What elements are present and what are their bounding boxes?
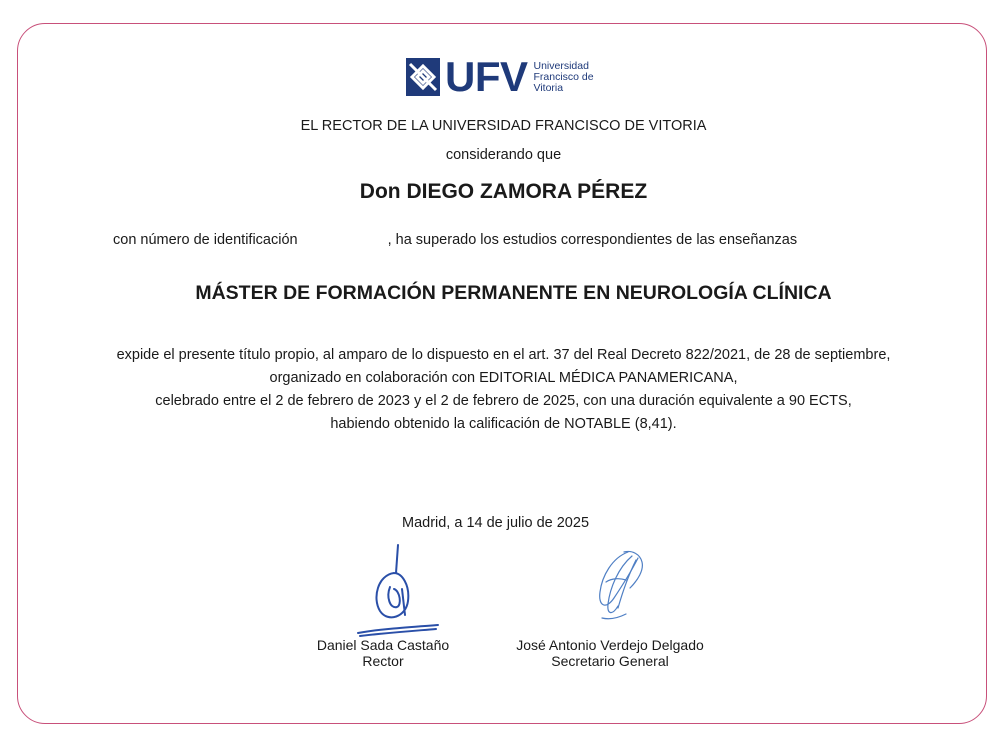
body-line: organizado en colaboración con EDITORIAL MÉDICA PANAMERICANA,: [269, 370, 738, 386]
logo-name-line: Universidad: [533, 59, 589, 72]
signatory-role: Rector: [362, 653, 404, 669]
signatory-role: Secretario General: [551, 653, 669, 669]
body-line: expide el presente título propio, al amparo de lo dispuesto en el art. 37 del Real Decreto 822/2021, de 28 de septiembre,: [116, 347, 891, 363]
body-line: habiendo obtenido la calificación de NOTABLE (8,41).: [330, 416, 677, 432]
id-prefix: con número de identificación: [113, 232, 298, 248]
logo-acronym: UFV: [445, 53, 528, 100]
place-and-date: Madrid, a 14 de julio de 2025: [401, 515, 590, 531]
signatory-name: José Antonio Verdejo Delgado: [516, 637, 704, 653]
logo-name-line: Vitoria: [533, 81, 564, 94]
rector-signature: [350, 543, 445, 643]
certificate-body: [0, 344, 1007, 436]
secretary-signature: [588, 548, 648, 628]
body-line: celebrado entre el 2 de febrero de 2023 y el 2 de febrero de 2025, con una duración equivalente a 90 ECTS,: [155, 393, 852, 409]
considering-text: considerando que: [445, 147, 562, 163]
ufv-emblem-icon: [406, 58, 440, 96]
identification-line: [113, 232, 797, 248]
degree-title: MÁSTER DE FORMACIÓN PERMANENTE EN NEUROLOGÍA CLÍNICA: [195, 282, 832, 304]
ufv-logo: [406, 53, 594, 100]
recipient-name: Don DIEGO ZAMORA PÉREZ: [359, 180, 648, 203]
signatory-name: Daniel Sada Castaño: [316, 637, 450, 653]
id-suffix: , ha superado los estudios correspondientes de las enseñanzas: [387, 232, 798, 248]
logo-name-line: Francisco de: [533, 70, 594, 83]
logo-university-name: [534, 61, 594, 94]
signatory-secretary: [500, 637, 720, 669]
issuer-heading: EL RECTOR DE LA UNIVERSIDAD FRANCISCO DE VITORIA: [300, 118, 707, 134]
signatory-rector: [298, 637, 468, 669]
